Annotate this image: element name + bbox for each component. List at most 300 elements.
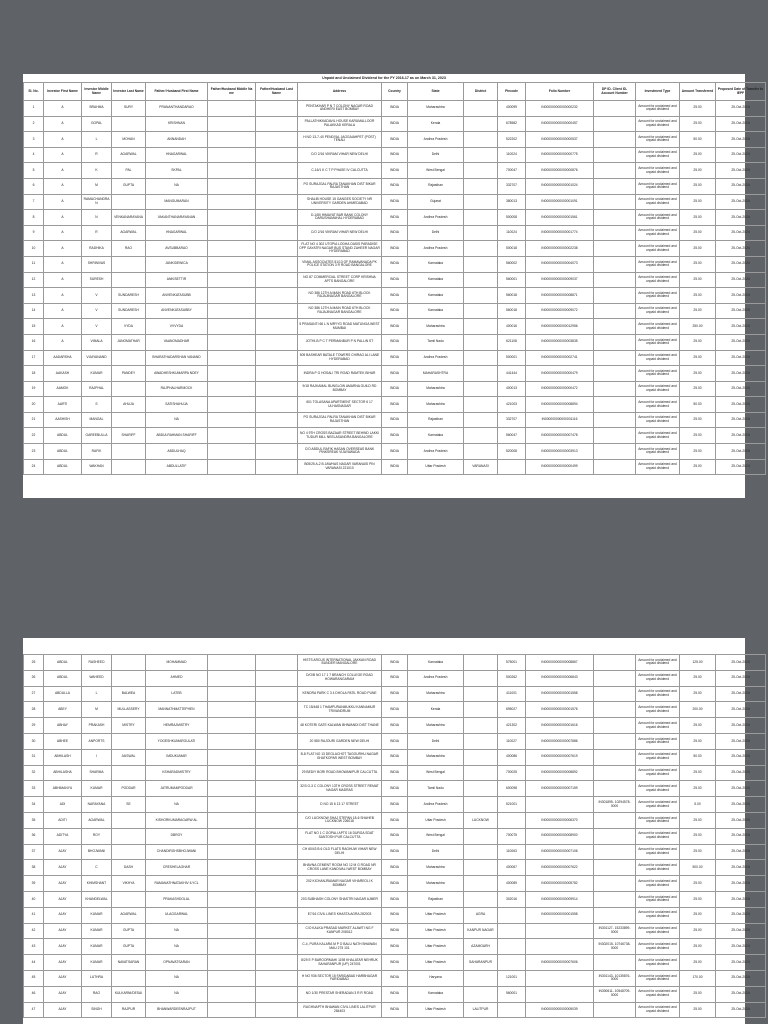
table-cell: 29 <box>24 718 44 734</box>
table-cell <box>526 797 594 813</box>
table-cell: Amount for unclaimed and unpaid dividend <box>636 101 680 117</box>
table-cell: 25-Oct-2024 <box>716 891 766 907</box>
table-row <box>24 428 766 444</box>
table-cell: IN300611- 10548709-0000 <box>594 986 636 1002</box>
table-cell <box>208 860 256 876</box>
table-cell: INDIA <box>382 655 408 671</box>
table-cell: 25-Oct-2024 <box>716 116 766 132</box>
table-cell: C-16/1 K C T P PHASE IV CALCUTTA <box>298 163 382 179</box>
table-cell: HNAGARWAL <box>146 147 208 163</box>
table-row <box>24 147 766 163</box>
table-cell <box>112 812 146 828</box>
table-cell: ABDULLA <box>44 686 82 702</box>
table-cell: A <box>44 225 82 241</box>
table-cell <box>112 256 146 272</box>
table-cell: INDIA <box>382 132 408 148</box>
table-cell <box>464 702 498 718</box>
table-cell: 25-Oct-2024 <box>716 955 766 971</box>
table-cell: Amount for unclaimed and unpaid dividend <box>636 147 680 163</box>
table-cell: A <box>44 194 82 210</box>
table-cell: ADITI <box>44 812 82 828</box>
table-cell: 25-Oct-2024 <box>716 397 766 413</box>
table-cell <box>256 970 298 986</box>
table-cell <box>256 702 298 718</box>
table-cell: 25.00 <box>680 303 716 319</box>
table-cell <box>112 272 146 288</box>
table-cell: ANVENKATASUBB <box>146 288 208 304</box>
table-cell: 27 <box>24 686 44 702</box>
table-cell: 16 <box>24 334 44 350</box>
table-cell: 421302 <box>498 718 526 734</box>
table-cell: KUMAR <box>82 366 112 382</box>
table-cell: A <box>44 334 82 350</box>
table-cell: 25-Oct-2024 <box>716 444 766 460</box>
table-cell <box>594 319 636 335</box>
table-cell: WAKHAN <box>82 459 112 475</box>
table-cell: VYDA <box>112 319 146 335</box>
table-cell <box>256 288 298 304</box>
table-cell: 25-Oct-2024 <box>716 288 766 304</box>
table-cell: AJAY <box>44 970 82 986</box>
table-row <box>24 970 766 986</box>
table-cell: 25-Oct-2024 <box>716 733 766 749</box>
table-cell: 170.00 <box>680 970 716 986</box>
table-cell: AJAY <box>44 1002 82 1018</box>
table-row <box>24 366 766 382</box>
table-cell: Uttar Pradesh <box>408 459 464 475</box>
table-cell: SHALIB HOUSE 15 GANGES SOCIETY NR UNIVERSITY GARDEN AHMEDABAD <box>298 194 382 210</box>
column-header: Proposed Date of Transfer to IEPF <box>716 83 766 101</box>
table-cell <box>208 765 256 781</box>
table-row <box>24 350 766 366</box>
table-cell: 2 <box>24 116 44 132</box>
table-cell: 7 <box>24 194 44 210</box>
table-cell: ABDUL <box>44 655 82 671</box>
table-cell: SHARMA <box>82 765 112 781</box>
table-cell <box>594 101 636 117</box>
table-cell: 25.00 <box>680 163 716 179</box>
column-header: Investor Last Name <box>112 83 146 101</box>
table-cell: VAKANTHANARAYANAN <box>146 210 208 226</box>
table-cell <box>526 923 594 939</box>
table-cell <box>256 256 298 272</box>
table-cell: R <box>82 147 112 163</box>
table-cell: 34 <box>24 797 44 813</box>
table-cell <box>112 412 146 428</box>
table-cell: N <box>82 210 112 226</box>
table-cell <box>526 939 594 955</box>
table-cell: Amount for unclaimed and unpaid dividend <box>636 428 680 444</box>
table-cell: 302016 <box>498 891 526 907</box>
table-cell: 25-Oct-2024 <box>716 241 766 257</box>
table-cell: Amount for unclaimed and unpaid dividend <box>636 765 680 781</box>
table-cell <box>256 733 298 749</box>
table-cell: C/O KALKA PRASAD MARKET ALAWTI NG F KANPUR 208012 <box>298 923 382 939</box>
table-cell: INDIA <box>382 939 408 955</box>
table-cell: IN000000000000006843 <box>526 670 594 686</box>
table-cell <box>594 955 636 971</box>
table-cell: ABDULHAQ <box>146 444 208 460</box>
table-cell <box>594 444 636 460</box>
table-cell: 411001 <box>498 686 526 702</box>
table-cell <box>112 891 146 907</box>
table-row <box>24 860 766 876</box>
table-cell: Maharashtra <box>408 876 464 892</box>
table-cell: 17 <box>24 350 44 366</box>
table-cell <box>256 765 298 781</box>
table-cell: INDRA P G HOSALI TRI ROAD RAMTEK BIHAR <box>298 366 382 382</box>
table-cell <box>208 132 256 148</box>
table-cell: ABEY <box>44 702 82 718</box>
table-cell: Amount for unclaimed and unpaid dividend <box>636 397 680 413</box>
table-row <box>24 288 766 304</box>
table-cell <box>208 1002 256 1018</box>
table-cell: 600098 <box>498 781 526 797</box>
table-cell: IN000000000000012956 <box>526 319 594 335</box>
table-cell <box>256 132 298 148</box>
table-cell: KUMAR <box>82 955 112 971</box>
table-cell: IN000000000000008871 <box>526 288 594 304</box>
table-row <box>24 876 766 892</box>
table-cell: INDIA <box>382 702 408 718</box>
table-cell: INDIA <box>382 970 408 986</box>
table-cell: 1 <box>24 101 44 117</box>
table-cell <box>594 381 636 397</box>
table-cell: V <box>82 319 112 335</box>
table-cell <box>594 749 636 765</box>
table-cell: Amount for unclaimed and unpaid dividend <box>636 923 680 939</box>
table-cell: Amount for unclaimed and unpaid dividend <box>636 116 680 132</box>
table-cell: Uttar Pradesh <box>408 955 464 971</box>
table-cell: AJAY <box>44 907 82 923</box>
table-cell: IN000000000000002741 <box>526 350 594 366</box>
table-cell <box>464 412 498 428</box>
table-cell <box>594 428 636 444</box>
table-cell: 200.00 <box>680 702 716 718</box>
table-cell: K <box>82 163 112 179</box>
table-cell: M <box>82 178 112 194</box>
table-cell <box>208 163 256 179</box>
table-cell: Amount for unclaimed and unpaid dividend <box>636 828 680 844</box>
table-cell <box>464 194 498 210</box>
table-cell: 25-Oct-2024 <box>716 303 766 319</box>
table-cell <box>594 718 636 734</box>
table-cell: IN000000000000006370 <box>526 812 594 828</box>
table-row <box>24 225 766 241</box>
table-cell <box>498 1002 526 1018</box>
table-cell: Amount for unclaimed and unpaid dividend <box>636 178 680 194</box>
table-row <box>24 907 766 923</box>
table-cell: 25-Oct-2024 <box>716 970 766 986</box>
table-cell: 35 <box>24 812 44 828</box>
table-cell: 37 <box>24 844 44 860</box>
table-cell: 25.00 <box>680 891 716 907</box>
table-cell: 19 <box>24 381 44 397</box>
document-title: Unpaid and Unclaimed Dividend for the FY 2016-17 as on March 31, 2023 <box>322 76 446 80</box>
table-cell <box>594 272 636 288</box>
table-cell <box>464 733 498 749</box>
table-cell <box>256 986 298 1002</box>
table-cell: IN000000000000001558 <box>526 907 594 923</box>
table-cell <box>112 844 146 860</box>
table-cell <box>208 366 256 382</box>
table-cell: Amount for unclaimed and unpaid dividend <box>636 272 680 288</box>
table-cell <box>208 397 256 413</box>
table-cell: 25.00 <box>680 733 716 749</box>
table-cell: ABHILASH <box>44 749 82 765</box>
table-cell: NA <box>146 412 208 428</box>
table-cell: Tamil Nadu <box>408 334 464 350</box>
column-header: Investor First Name <box>44 83 82 101</box>
table-cell <box>112 194 146 210</box>
table-cell: Amount for unclaimed and unpaid dividend <box>636 132 680 148</box>
table-cell: Uttar Pradesh <box>408 939 464 955</box>
table-cell: 31 <box>24 749 44 765</box>
table-cell: 26 <box>24 670 44 686</box>
table-cell: Rajasthan <box>408 891 464 907</box>
table-cell: 25-Oct-2024 <box>716 256 766 272</box>
table-cell <box>112 444 146 460</box>
table-cell: AHUJA <box>112 397 146 413</box>
table-cell: NA <box>146 970 208 986</box>
table-cell: RAJPUR <box>112 1002 146 1018</box>
table-cell: INDIA <box>382 1002 408 1018</box>
table-cell <box>208 686 256 702</box>
table-cell: SE <box>112 797 146 813</box>
table-cell <box>256 844 298 860</box>
table-cell: AWADHESHKUMARPA NDEY <box>146 366 208 382</box>
table-cell: 44 <box>24 955 44 971</box>
table-cell: KUMAR <box>82 907 112 923</box>
table-cell: 621108 <box>498 334 526 350</box>
table-cell: A <box>44 147 82 163</box>
table-cell: ADITYA <box>44 828 82 844</box>
table-cell: IN000000000000008892 <box>526 765 594 781</box>
table-cell: IN000000000000001024 <box>526 178 594 194</box>
column-header: DP ID- Client ID- Account Number <box>594 83 636 101</box>
table-cell: GOPAL <box>82 116 112 132</box>
table-cell: 25.00 <box>680 366 716 382</box>
table-cell: Delhi <box>408 225 464 241</box>
table-cell: 21 <box>24 412 44 428</box>
table-cell: Amount for unclaimed and unpaid dividend <box>636 319 680 335</box>
table-cell: AJAY <box>44 876 82 892</box>
table-cell: 25.00 <box>680 907 716 923</box>
table-cell: Karnataka <box>408 303 464 319</box>
table-cell <box>208 334 256 350</box>
table-cell <box>256 241 298 257</box>
table-cell: 332707 <box>498 412 526 428</box>
table-cell <box>464 860 498 876</box>
table-cell: West Bengal <box>408 765 464 781</box>
table-cell: INDIA <box>382 428 408 444</box>
table-cell: 25.00 <box>680 178 716 194</box>
table-cell: SUNDARESH <box>112 303 146 319</box>
table-cell <box>594 459 636 475</box>
table-cell: Uttar Pradesh <box>408 907 464 923</box>
table-cell: IN000000000000001091 <box>526 194 594 210</box>
table-cell: Amount for unclaimed and unpaid dividend <box>636 303 680 319</box>
table-cell: SUNDARESH <box>112 288 146 304</box>
table-cell <box>594 828 636 844</box>
table-cell: ABDUL <box>44 428 82 444</box>
table-cell <box>208 303 256 319</box>
column-header: Father/Husband Middle Na me <box>208 83 256 101</box>
table-cell: ABHEE <box>44 733 82 749</box>
table-cell: 560001 <box>498 272 526 288</box>
table-cell: KANPUR NAGAR <box>464 923 498 939</box>
table-cell: RASHEED <box>82 655 112 671</box>
table-cell <box>594 225 636 241</box>
table-cell <box>464 147 498 163</box>
table-cell <box>464 288 498 304</box>
table-cell: CH 60/43 B 6 OLD FLATS RAGHUW VIHAR NEW DELHI <box>298 844 382 860</box>
table-cell <box>498 939 526 955</box>
table-cell: RAJPHALHARMOCK <box>146 381 208 397</box>
table-cell <box>594 288 636 304</box>
table-cell: IN000000000000001561 <box>526 210 594 226</box>
table-cell: Karnataka <box>408 288 464 304</box>
table-cell: WAHEED <box>82 670 112 686</box>
table-cell: IN000000000000000457 <box>526 116 594 132</box>
table-cell <box>594 812 636 828</box>
table-cell: BHOJWANI <box>82 844 112 860</box>
table-cell <box>498 812 526 828</box>
table-cell: RAMANATHNATAKHIV ILYCL <box>146 876 208 892</box>
table-cell: NA <box>146 797 208 813</box>
table-cell: Amount for unclaimed and unpaid dividend <box>636 733 680 749</box>
table-cell: NO 87 COMMERCIAL STREET CORP KRISHNA APTS BANGALORE <box>298 272 382 288</box>
table-row <box>24 797 766 813</box>
table-cell: NA <box>146 986 208 1002</box>
table-cell: 25-Oct-2024 <box>716 828 766 844</box>
table-cell: NO 4 9TH CROSS BAZAAR STREET BEHIND LAKKI TUDUR MILL NEELASANDRA BANGALORE <box>298 428 382 444</box>
table-cell: IN000000000000001616 <box>526 718 594 734</box>
table-cell: ABDUL <box>44 670 82 686</box>
table-cell: 50.00 <box>680 749 716 765</box>
table-cell: Andhra Pradesh <box>408 670 464 686</box>
table-cell: 25-Oct-2024 <box>716 194 766 210</box>
table-cell <box>464 718 498 734</box>
table-cell: 380013 <box>498 194 526 210</box>
table-cell: IN000000000000007606 <box>526 955 594 971</box>
table-cell: A <box>44 210 82 226</box>
table-cell: IN000000000000000876 <box>526 163 594 179</box>
table-row <box>24 272 766 288</box>
table-cell <box>464 178 498 194</box>
table-cell: 509 BASHEAR BATALE TOWERS CHIRAG ALI LANE HYDERABAD <box>298 350 382 366</box>
table-cell: A <box>44 256 82 272</box>
dividend-table-continued <box>23 654 766 1018</box>
table-cell: C/O LUCKNOW SHAJ STEPAN 18-6 SHAHEB LUCKNOW 226018 <box>298 812 382 828</box>
table-cell: H NO 936 SECTOR 15 FARIDABAD HARBHAGAR FARIDABAD <box>298 970 382 986</box>
table-cell: 700047 <box>498 163 526 179</box>
table-cell <box>256 718 298 734</box>
table-cell <box>208 459 256 475</box>
table-cell: VIMALA <box>82 334 112 350</box>
table-cell <box>208 288 256 304</box>
table-cell: PRANANTHANDARAO <box>146 101 208 117</box>
table-cell <box>498 459 526 475</box>
table-cell: 25-Oct-2024 <box>716 812 766 828</box>
table-cell <box>256 797 298 813</box>
table-cell <box>464 749 498 765</box>
table-cell: 22 <box>24 428 44 444</box>
table-cell: 28 <box>24 702 44 718</box>
table-cell: RAFIK <box>82 444 112 460</box>
table-cell: 700025 <box>498 765 526 781</box>
table-cell <box>464 210 498 226</box>
table-cell: IN000000000000001116 <box>526 412 594 428</box>
table-cell: TC 15/448 1 THAMPURANMUKKU KANNAMUR TRIVANDRUM <box>298 702 382 718</box>
column-header: State <box>408 83 464 101</box>
table-cell: 25.00 <box>680 256 716 272</box>
table-cell <box>256 907 298 923</box>
table-cell <box>208 272 256 288</box>
table-cell: Maharashtra <box>408 397 464 413</box>
table-row <box>24 765 766 781</box>
table-cell: IN000000000000007478 <box>526 428 594 444</box>
table-cell: NO 386 12TH A MAIN ROAD 6TH BLOCK RAJAJINAGAR BANGALORE <box>298 288 382 304</box>
table-cell <box>594 655 636 671</box>
table-cell: INDIA <box>382 147 408 163</box>
table-cell: ROY <box>82 828 112 844</box>
table-cell: RAMACHANDRA N <box>82 194 112 210</box>
table-cell: 29 BEDIY BORI ROAD BHOWANIPUR CALCUTTA <box>298 765 382 781</box>
table-cell: 4 <box>24 147 44 163</box>
table-cell: A <box>44 116 82 132</box>
table-row <box>24 828 766 844</box>
table-cell: 39 <box>24 876 44 892</box>
table-cell: D-1/80 HIMAYAT BAR BANK COLONY DARUSHAMAHAL HYDERABAD <box>298 210 382 226</box>
table-cell <box>208 907 256 923</box>
table-cell <box>208 797 256 813</box>
table-cell: Amount for unclaimed and unpaid dividend <box>636 381 680 397</box>
table-cell: 25.00 <box>680 812 716 828</box>
table-cell: PO SURAJGAL PALRA TANAKHAN DIST BIKAR RAJASTHAN <box>298 178 382 194</box>
table-cell: INDIA <box>382 272 408 288</box>
table-row <box>24 844 766 860</box>
table-cell: Andhra Pradesh <box>408 241 464 257</box>
table-cell: INDIA <box>382 319 408 335</box>
table-cell: PALLATHIKKADAVIL HOUSE KARUMALLOOR PALAKKAD KERALA <box>298 116 382 132</box>
table-cell: IN302015- 10746738-0000 <box>594 939 636 955</box>
table-cell: Andhra Pradesh <box>408 444 464 460</box>
table-row <box>24 444 766 460</box>
table-cell: 25.00 <box>680 1002 716 1018</box>
table-cell <box>112 970 146 986</box>
table-cell: ANNANDAH <box>146 132 208 148</box>
table-cell: IN301127- 15233899-0000 <box>594 923 636 939</box>
table-cell: 25-Oct-2024 <box>716 781 766 797</box>
table-cell: 25.00 <box>680 101 716 117</box>
table-cell: Karnataka <box>408 272 464 288</box>
table-cell: INDIA <box>382 256 408 272</box>
table-cell: KRISHNAN <box>146 116 208 132</box>
table-row <box>24 655 766 671</box>
table-cell <box>594 907 636 923</box>
table-cell: LATEB <box>146 686 208 702</box>
table-cell: MULLASSERY <box>112 702 146 718</box>
table-cell: 25-Oct-2024 <box>716 366 766 382</box>
table-cell: JANKIDEWICA <box>146 256 208 272</box>
table-cell <box>594 1002 636 1018</box>
table-cell: 30 <box>24 733 44 749</box>
column-header: Father/ Husband First Name <box>146 83 208 101</box>
table-row <box>24 939 766 955</box>
table-cell: KUMAR <box>82 781 112 797</box>
table-cell: 18 <box>24 366 44 382</box>
